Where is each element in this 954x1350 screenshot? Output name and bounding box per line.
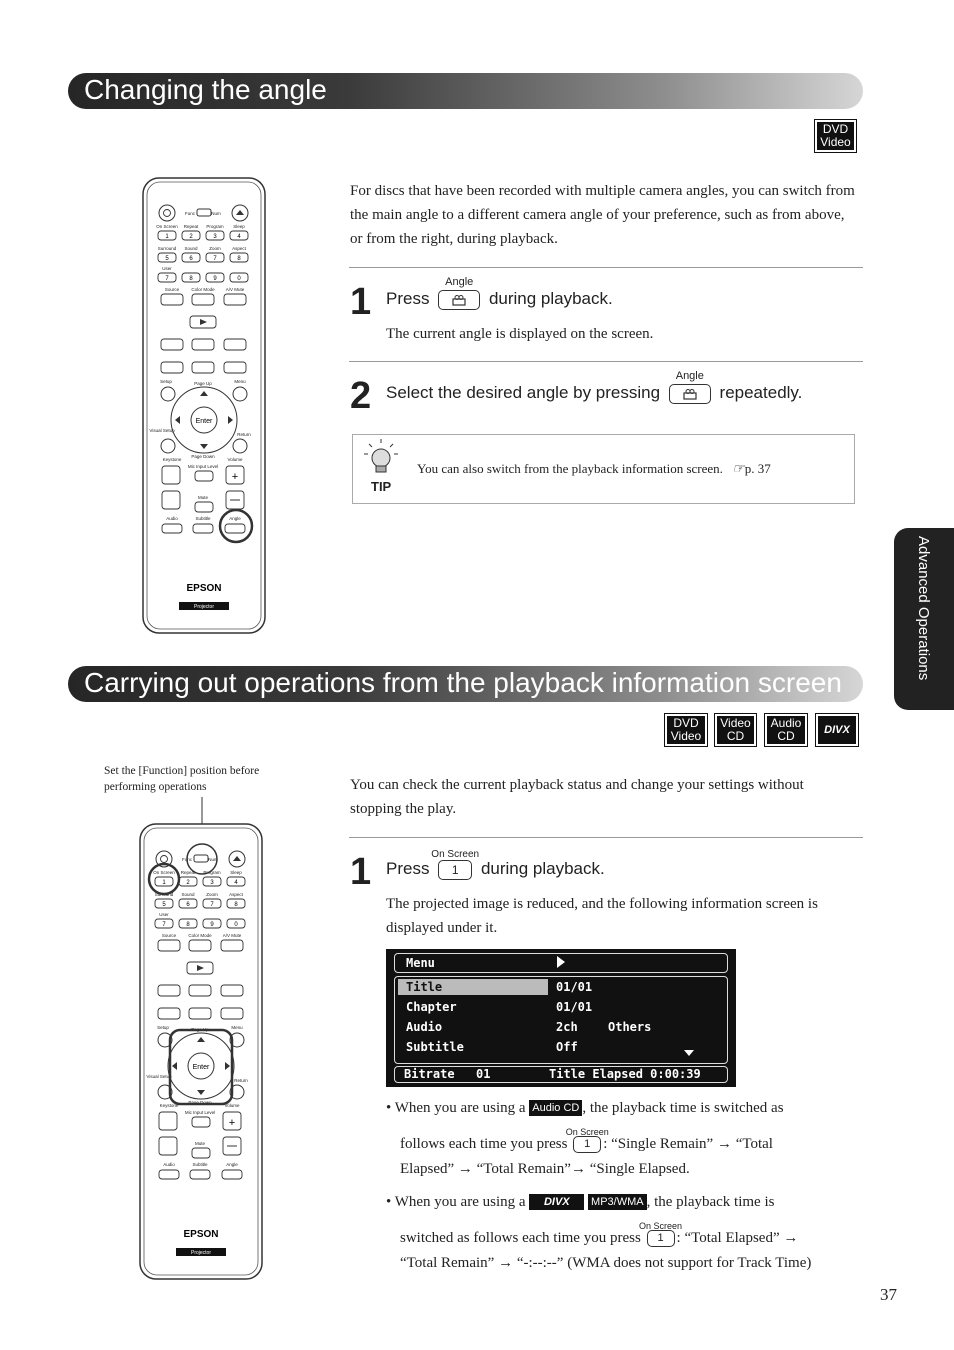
number-button-text: 5 (162, 902, 166, 908)
audio-cd-inline-badge: Audio CD (529, 1100, 582, 1116)
dvd-video-badge (665, 714, 707, 746)
step-text: Press (386, 859, 430, 878)
number-button-text: 8 (186, 922, 190, 928)
number-button-text: 8 (234, 902, 238, 908)
step-1-note: The projected image is reduced, and the following information screen is displayed under it. (386, 896, 818, 936)
fast-forward-button (221, 985, 243, 996)
playback-info-screen (386, 949, 736, 1087)
info-row-label: Subtitle (406, 1040, 464, 1054)
stop-button (192, 362, 214, 373)
bullet-text: When you are using a (394, 1100, 526, 1116)
angle-key (669, 369, 711, 404)
lightbulb-icon (361, 438, 401, 478)
function-switch (194, 855, 208, 862)
bullet-divx-line3: “Total Remain” → “-:--:--” (WMA does not support for Track Time) (400, 1255, 812, 1271)
remote-label: Aspect (229, 892, 243, 897)
remote-label: Mute (197, 495, 209, 500)
step-text: during playback. (480, 859, 605, 878)
skip-forward-button (221, 1008, 243, 1019)
rewind-button (158, 985, 180, 996)
remote-label: Setup (157, 1025, 169, 1030)
number-button-text: 8 (237, 256, 241, 262)
mp3-wma-inline-badge: MP3/WMA (588, 1194, 647, 1210)
number-button-text: 7 (162, 922, 166, 928)
remote-label: Visual Setup (146, 1074, 172, 1079)
bitrate-value: 01 (476, 1067, 491, 1081)
page-reference-icon: ☞ (732, 462, 745, 477)
step-text: during playback. (488, 289, 613, 308)
remote-label: Mic Input Level (187, 464, 219, 469)
av-mute-button (221, 940, 243, 951)
play-arrow-icon (556, 956, 566, 968)
projector-label: Projector (193, 604, 215, 610)
remote-label: Page Up (191, 1027, 209, 1032)
remote-control-illustration (137, 822, 265, 1282)
badge-line: DIVX (824, 723, 850, 736)
remote-label: On Screen (153, 870, 175, 875)
info-row-label: Title (406, 980, 443, 994)
number-button-text: 3 (213, 234, 217, 240)
remote-label: Menu (231, 1025, 243, 1030)
epson-logo: EPSON (186, 583, 222, 594)
number-button-text: 6 (186, 902, 190, 908)
remote-label: A/V Mute (222, 933, 242, 938)
bullet-divx-line2 (400, 1221, 799, 1251)
keystone-down-button (162, 491, 180, 509)
side-tab-label: Advanced Operations (915, 536, 932, 681)
remote-control-illustration (140, 176, 268, 636)
angle-icon (452, 294, 466, 306)
remote-label: Color Mode (191, 287, 215, 292)
remote-label: Aspect (232, 246, 246, 251)
scroll-down-icon (684, 1050, 694, 1057)
remote-label: Setup (160, 379, 172, 384)
tip-box (352, 434, 855, 504)
remote-label: Keystone (159, 1103, 179, 1108)
remote-label: User (162, 266, 172, 271)
bullet-audio-cd-line2 (400, 1127, 773, 1157)
remote-label: Sleep (233, 224, 245, 229)
remote-label: Mic Input Level (184, 1110, 216, 1115)
remote-label: Page Down (188, 1100, 212, 1105)
angle-icon (683, 388, 697, 400)
number-button-text: 6 (189, 256, 193, 262)
audio-button (162, 524, 182, 533)
tip-label: TIP (371, 479, 392, 494)
keystone-up-button (159, 1112, 177, 1130)
remote-label: Color Mode (188, 933, 212, 938)
remote-label: Num (211, 211, 221, 216)
intro-paragraph: You can check the current playback status and change your settings without stopping the play. (350, 777, 804, 817)
divider (349, 361, 863, 362)
divx-badge (816, 714, 858, 746)
remote-label: Subtitle (195, 516, 211, 521)
step-text: repeatedly. (719, 383, 803, 402)
divider (349, 837, 863, 838)
remote-label: Sound (184, 246, 198, 251)
chapter-side-tab (894, 528, 954, 710)
av-mute-button (224, 294, 246, 305)
power-button (159, 205, 175, 221)
number-button-text: 2 (189, 234, 193, 240)
remote-label: Func (184, 211, 196, 216)
number-button-text: 0 (234, 922, 238, 928)
epson-logo: EPSON (183, 1229, 219, 1240)
number-button-text: 7 (165, 276, 169, 282)
mute-button (192, 1148, 210, 1158)
remote-label: Mute (194, 1141, 206, 1146)
badge-line: Video (820, 135, 851, 149)
plus-icon: + (228, 1117, 236, 1129)
badge-line: Video (720, 716, 751, 730)
bullet-text: : “Single Remain” → “Total (603, 1136, 773, 1152)
subtitle-button (190, 1170, 210, 1179)
info-row-value: 2ch (556, 1020, 578, 1034)
badge-line: Audio (770, 716, 802, 730)
number-button-text: 7 (213, 256, 217, 262)
info-row-value: 01/01 (556, 1000, 593, 1014)
mic-input-button (192, 1117, 210, 1127)
angle-button (225, 524, 245, 533)
badge-line: Video (670, 729, 702, 743)
key-face: 1 (657, 1232, 664, 1245)
rewind-button (161, 339, 183, 350)
section-title-changing-angle: Changing the angle (68, 73, 863, 109)
step-number: 1 (350, 281, 372, 323)
skip-forward-button (224, 362, 246, 373)
dvd-video-badge (815, 120, 856, 152)
onscreen-key (639, 1221, 683, 1247)
pause-button (192, 339, 214, 350)
setup-button (161, 387, 175, 401)
keystone-down-button (159, 1137, 177, 1155)
mute-button (195, 502, 213, 512)
remote-label: Visual Setup (149, 428, 175, 433)
remote-label: Angle (226, 1162, 238, 1167)
number-button-text: 1 (162, 880, 166, 886)
badge-line: DVD (822, 122, 849, 136)
remote-label: Repeat (183, 224, 199, 229)
bullet-divx-line1: • When you are using a DIVX MP3/WMA , the playback time is (386, 1194, 775, 1210)
remote-label: Page Down (191, 454, 215, 459)
remote-label: Repeat (180, 870, 196, 875)
remote-function-note: Set the [Function] position before performing operations (104, 765, 260, 793)
audio-button (159, 1170, 179, 1179)
visual-setup-button (161, 439, 175, 453)
divx-inline-badge: DIVX (529, 1194, 584, 1210)
mic-input-button (195, 471, 213, 481)
number-button-text: 9 (210, 922, 214, 928)
bitrate-label: Bitrate (404, 1067, 455, 1081)
step-text: Press (386, 289, 430, 308)
bullet-text: When you are using a (394, 1194, 526, 1210)
number-button-text: 1 (165, 234, 169, 240)
number-button-text: 7 (210, 902, 214, 908)
number-button-text: 9 (213, 276, 217, 282)
tip-body: You can also switch from the playback information screen. (417, 461, 723, 476)
onscreen-key (431, 848, 480, 880)
remote-label: Program (203, 870, 221, 875)
function-switch (197, 209, 211, 216)
bullet-audio-cd-line1: • When you are using a Audio CD , the playback time is switched as (386, 1100, 784, 1116)
pause-button (189, 985, 211, 996)
angle-button (222, 1170, 242, 1179)
menu-label: Menu (406, 956, 435, 970)
remote-label: Return (234, 1078, 248, 1083)
number-button-text: 3 (210, 880, 214, 886)
remote-label: Zoom (209, 246, 221, 251)
info-row-label: Chapter (406, 1000, 457, 1014)
remote-label: Return (237, 432, 251, 437)
step-number: 1 (350, 851, 372, 893)
elapsed-time: Title Elapsed 0:00:39 (549, 1067, 701, 1081)
bullet-text: follows each time you press (400, 1136, 568, 1152)
step-1-instruction (386, 275, 613, 310)
subtitle-button (193, 524, 213, 533)
remote-label: Sleep (230, 870, 242, 875)
color-mode-button (192, 294, 214, 305)
step-1-note: The current angle is displayed on the screen. (386, 326, 654, 342)
badge-line: DVD (673, 716, 699, 730)
remote-label: Func (181, 857, 193, 862)
key-label: Angle (675, 369, 704, 382)
intro-paragraph: For discs that have been recorded with multiple camera angles, you can switch from the main angle to a different camera angle of your preference, such as from above, or from the right, during playback. (350, 183, 855, 247)
number-button-text: 4 (237, 234, 241, 240)
bullet-text: : “Total Elapsed” → (676, 1230, 799, 1246)
number-button-text: 4 (234, 880, 238, 886)
audio-cd-badge (765, 714, 807, 746)
bullet-text: switched as follows each time you press (400, 1230, 641, 1246)
bullet-audio-cd-line3: Elapsed” → “Total Remain”→ “Single Elapsed. (400, 1161, 690, 1177)
video-cd-badge (715, 714, 756, 746)
info-row-value: 01/01 (556, 980, 593, 994)
bullet-text: , the playback time is (646, 1194, 775, 1210)
key-label: On Screen (565, 1127, 609, 1138)
stop-button (189, 1008, 211, 1019)
key-label: On Screen (639, 1221, 683, 1232)
step-2-instruction (386, 369, 803, 404)
number-button-text: 2 (186, 880, 190, 886)
step-text: Select the desired angle by pressing (386, 383, 661, 402)
skip-back-button (161, 362, 183, 373)
remote-label: Surround (157, 246, 177, 251)
number-button-text: 8 (189, 276, 193, 282)
remote-label: Num (208, 857, 218, 862)
enter-label: Enter (195, 418, 213, 425)
plus-icon: + (231, 471, 239, 483)
remote-label: Volume (227, 457, 243, 462)
keystone-up-button (162, 466, 180, 484)
menu-button (233, 387, 247, 401)
remote-label: Subtitle (192, 1162, 208, 1167)
remote-label: Zoom (206, 892, 218, 897)
remote-label: Audio (163, 1162, 175, 1167)
remote-label: Source (164, 287, 180, 292)
remote-label: A/V Mute (225, 287, 245, 292)
source-button (158, 940, 180, 951)
remote-label: Angle (229, 516, 241, 521)
divider (349, 267, 863, 268)
badge-line: CD (726, 729, 745, 743)
section-title-playback-info: Carrying out operations from the playback information screen (68, 666, 863, 702)
remote-label: User (159, 912, 169, 917)
remote-label: On Screen (156, 224, 178, 229)
number-button-text: 0 (237, 276, 241, 282)
key-face: 1 (451, 862, 459, 877)
remote-label: Program (206, 224, 224, 229)
remote-label: Page Up (194, 381, 212, 386)
number-button-text: 5 (165, 256, 169, 262)
step-number: 2 (350, 375, 372, 417)
badge-line: CD (777, 729, 795, 743)
info-row-value: Off (556, 1040, 578, 1054)
fast-forward-button (224, 339, 246, 350)
info-row-label: Audio (406, 1020, 443, 1034)
key-label: Angle (445, 275, 474, 288)
key-face: 1 (584, 1138, 591, 1151)
info-row-extra: Others (608, 1020, 652, 1034)
onscreen-key (565, 1127, 609, 1153)
projector-label: Projector (190, 1250, 212, 1256)
remote-label: Audio (166, 516, 178, 521)
tip-page-ref[interactable]: p. 37 (744, 461, 771, 476)
bullet-text: , the playback time is switched as (582, 1100, 784, 1116)
tip-text (417, 461, 771, 478)
remote-label: Sound (181, 892, 195, 897)
key-label: On Screen (431, 848, 480, 860)
remote-label: Keystone (162, 457, 182, 462)
source-button (161, 294, 183, 305)
angle-key (438, 275, 480, 310)
remote-label: Menu (234, 379, 246, 384)
remote-label: Surround (154, 892, 174, 897)
enter-label: Enter (192, 1064, 210, 1071)
skip-back-button (158, 1008, 180, 1019)
page-number: 37 (880, 1285, 897, 1304)
return-button (233, 439, 247, 453)
step-1-instruction (386, 848, 605, 880)
remote-label: Volume (224, 1103, 240, 1108)
color-mode-button (189, 940, 211, 951)
remote-label: Source (161, 933, 177, 938)
